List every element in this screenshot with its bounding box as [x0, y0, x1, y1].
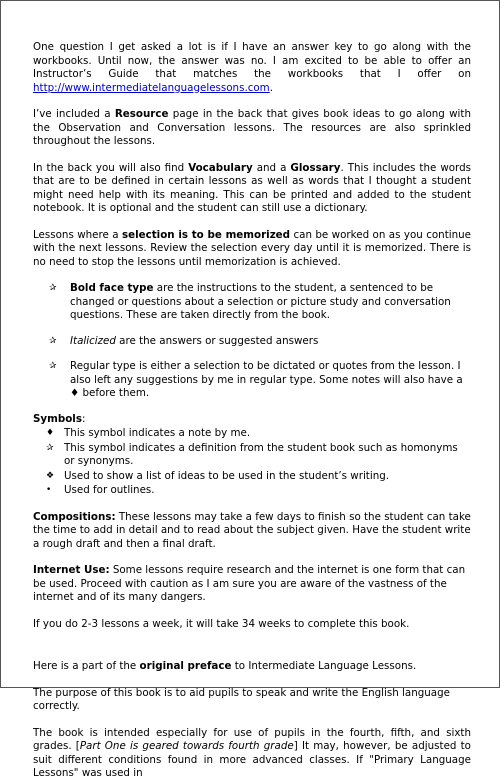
diamond-icon: ♦: [46, 428, 55, 438]
bold-face-text: are the instructions to the student, a sentenced to be changed or questions about a selection or picture study and conversation questions. These are taken directly from the book.: [70, 282, 451, 321]
answer-key-period: .: [269, 81, 273, 94]
purpose-paragraph: The purpose of this book is to aid pupils to speak and write the English language correctly.: [33, 686, 450, 712]
symbol-description: Used for outlines.: [64, 484, 155, 496]
vocabulary-paragraph: [33, 162, 471, 216]
intended-text-start: The book is intended especially for use of pupils in the fourth, fifth, and sixth grades. [: [33, 726, 471, 752]
vocabulary-bold: Vocabulary: [188, 161, 253, 174]
regular-type-text: Regular type is either a selection to be dictated or quotes from the lesson. I also left any suggestions by me in regular type. Some notes will also have a: [70, 360, 463, 386]
symbol-description: This symbol indicates a note by me.: [64, 427, 251, 439]
memorization-paragraph: [33, 229, 471, 270]
list-item: [33, 484, 471, 498]
website-link[interactable]: http://www.intermediatelanguagelessons.com: [33, 81, 270, 94]
answer-key-text: One question I get asked a lot is if I have an answer key to go along with the workbooks. Until now, the answer was no. I am excited to be able to offer an Instructor’s Guide that matches the workbooks that I offer on: [33, 41, 471, 80]
compositions-label: Compositions:: [33, 510, 116, 523]
resource-bold: Resource: [114, 108, 169, 120]
section-gap: [33, 644, 471, 660]
preface-intro-paragraph: [33, 660, 471, 674]
list-item: [33, 360, 471, 401]
type-guide-list: [33, 282, 471, 401]
internet-use-paragraph: [33, 564, 471, 605]
preface-text-end: to Intermediate Language Lessons.: [231, 660, 417, 672]
bold-face-label: Bold face type: [70, 282, 154, 294]
resource-text-start: I’ve included a: [33, 108, 115, 120]
vocab-text-start: In the back you will also find: [33, 161, 189, 174]
star-icon: ✰: [49, 283, 57, 293]
four-diamond-icon: ❖: [46, 470, 55, 481]
symbols-list: [33, 427, 471, 498]
symbol-description: This symbol indicates a definition from the student book such as homonyms or synonyms.: [64, 441, 458, 467]
resource-paragraph: [33, 108, 471, 149]
star-icon: ✰: [46, 442, 54, 453]
preface-text-start: Here is a part of the: [33, 660, 140, 672]
compositions-text: These lessons may take a few days to finish so the student can take the time to add in detail and to read about the subject given. Have the student write a rough draft and then a final draft.: [33, 510, 471, 550]
list-item: [33, 470, 471, 484]
internet-use-label: Internet Use:: [33, 564, 110, 576]
vocab-text-end: . This includes the words that are to be defined in certain lessons as well as words that I thought a student might need help with its meaning. This can be printed and added to the student notebook. It is optional and the student can still use a dictionary.: [33, 161, 471, 214]
diamond-icon: ♦: [70, 387, 80, 399]
resource-text-end: page in the back that gives book ideas to go along with the Observation and Conversation lessons. The resources are also sprinkled throughout the lessons.: [33, 108, 471, 147]
memorized-bold: selection is to be memorized: [122, 228, 291, 241]
symbols-heading: [33, 413, 471, 427]
memo-text-end: can be worked on as you continue with the next lessons. Review the selection every day until it is memorized. There is no need to stop the lessons until memorization is achieved.: [33, 228, 471, 268]
italicized-label: Italicized: [70, 334, 116, 347]
list-item: [33, 427, 471, 441]
intended-text-end: ] It may, however, be adjusted to suit different conditions found in more advanced classes. If "Primary Language Lessons" was used in: [33, 740, 471, 779]
symbol-description: Used to show a list of ideas to be used in the student’s writing.: [64, 469, 390, 482]
compositions-paragraph: [33, 511, 471, 552]
answer-key-paragraph: [33, 41, 471, 95]
part-one-italic: Part One is geared towards fourth grade: [79, 740, 294, 752]
bullet-dot-icon: •: [46, 485, 52, 495]
list-item: [33, 442, 471, 469]
vocab-text-mid: and a: [252, 161, 291, 174]
list-item: [33, 282, 471, 323]
italicized-text: are the answers or suggested answers: [115, 334, 319, 347]
original-preface-bold: original preface: [139, 660, 232, 672]
star-icon: ✰: [49, 335, 57, 346]
internet-use-text: Some lessons require research and the internet is one form that can be used. Proceed with caution as I am sure you are aware of the vastness of the internet and of its many dangers.: [33, 564, 466, 603]
intended-use-paragraph: [33, 727, 471, 781]
memo-text-start: Lessons where a: [33, 228, 123, 241]
regular-type-text-end: before them.: [79, 387, 150, 399]
list-item: [33, 335, 471, 349]
symbols-colon: :: [81, 412, 86, 425]
schedule-paragraph: If you do 2-3 lessons a week, it will take 34 weeks to complete this book.: [33, 617, 410, 630]
symbols-title: Symbols: [33, 412, 82, 425]
glossary-bold: Glossary: [290, 161, 341, 174]
star-icon: ✰: [49, 361, 57, 371]
